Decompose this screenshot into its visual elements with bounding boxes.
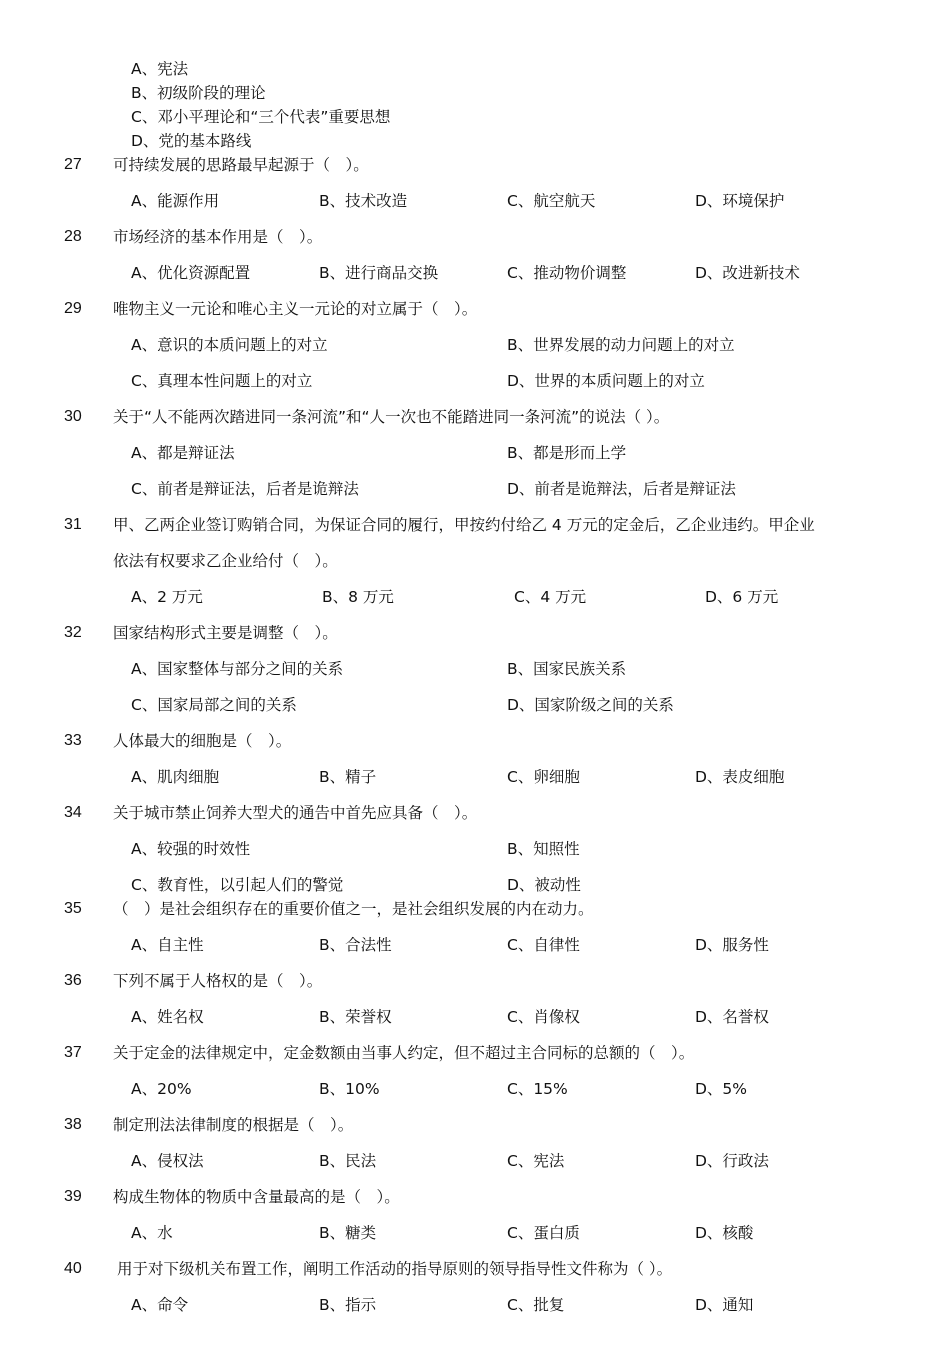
option: C、批复 [507, 1296, 565, 1314]
option: B、初级阶段的理论 [131, 84, 266, 102]
question-stem: 甲、乙两企业签订购销合同，为保证合同的履行，甲按约付给乙 4 万元的定金后，乙企业违约。甲企业 [113, 516, 815, 534]
option: A、能源作用 [131, 192, 220, 210]
option: A、命令 [131, 1296, 189, 1314]
option: C、推动物价调整 [507, 264, 627, 282]
option: B、进行商品交换 [319, 264, 439, 282]
question-stem: 制定刑法法律制度的根据是（ ）。 [113, 1116, 354, 1134]
option: D、行政法 [695, 1152, 769, 1170]
option: C、教育性，以引起人们的警觉 [131, 876, 344, 894]
option: B、合法性 [319, 936, 392, 954]
question-stem: 关于“人不能两次踏进同一条河流”和“人一次也不能踏进同一条河流”的说法（ ）。 [113, 408, 670, 426]
option: D、被动性 [507, 876, 581, 894]
option: D、前者是诡辩法，后者是辩证法 [507, 480, 736, 498]
option: B、8 万元 [322, 588, 394, 606]
question-stem: 可持续发展的思路最早起源于（ ）。 [113, 156, 369, 174]
question-number: 29 [64, 300, 82, 317]
option: D、党的基本路线 [131, 132, 252, 150]
question-stem: 国家结构形式主要是调整（ ）。 [113, 624, 338, 642]
option: C、国家局部之间的关系 [131, 696, 297, 714]
option: A、都是辩证法 [131, 444, 235, 462]
option: C、自律性 [507, 936, 580, 954]
option: B、民法 [319, 1152, 377, 1170]
option: D、环境保护 [695, 192, 785, 210]
question-number: 30 [64, 408, 82, 425]
option: D、5% [695, 1080, 748, 1098]
option: A、姓名权 [131, 1008, 204, 1026]
option: B、知照性 [507, 840, 580, 858]
option: C、蛋白质 [507, 1224, 580, 1242]
option: B、指示 [319, 1296, 377, 1314]
question-number: 35 [64, 900, 82, 917]
option: D、核酸 [695, 1224, 754, 1242]
option: A、20% [131, 1080, 192, 1098]
question-stem-continued: 依法有权要求乙企业给付（ ）。 [113, 552, 338, 570]
option: C、前者是辩证法，后者是诡辩法 [131, 480, 359, 498]
option: D、表皮细胞 [695, 768, 785, 786]
question-stem: 关于定金的法律规定中，定金数额由当事人约定，但不超过主合同标的总额的（ ）。 [113, 1044, 695, 1062]
question-stem: 人体最大的细胞是（ ）。 [113, 732, 292, 750]
option: A、2 万元 [131, 588, 203, 606]
option: D、名誉权 [695, 1008, 769, 1026]
option: C、卵细胞 [507, 768, 580, 786]
option: D、通知 [695, 1296, 754, 1314]
option: C、航空航天 [507, 192, 596, 210]
question-number: 39 [64, 1188, 82, 1205]
question-number: 34 [64, 804, 82, 821]
question-stem: 关于城市禁止饲养大型犬的通告中首先应具备（ ）。 [113, 804, 478, 822]
question-number: 38 [64, 1116, 82, 1133]
option: D、服务性 [695, 936, 769, 954]
option: B、精子 [319, 768, 377, 786]
question-stem: 构成生物体的物质中含量最高的是（ ）。 [113, 1188, 400, 1206]
question-stem: 下列不属于人格权的是（ ）。 [113, 972, 323, 990]
option: A、肌肉细胞 [131, 768, 220, 786]
question-number: 27 [64, 156, 82, 173]
option: D、世界的本质问题上的对立 [507, 372, 705, 390]
question-stem: 唯物主义一元论和唯心主义一元论的对立属于（ ）。 [113, 300, 478, 318]
option: C、4 万元 [514, 588, 587, 606]
option: A、国家整体与部分之间的关系 [131, 660, 344, 678]
option: B、10% [319, 1080, 380, 1098]
option: B、技术改造 [319, 192, 408, 210]
option: B、国家民族关系 [507, 660, 627, 678]
option: A、自主性 [131, 936, 204, 954]
option: C、肖像权 [507, 1008, 580, 1026]
option: D、国家阶级之间的关系 [507, 696, 674, 714]
option: C、邓小平理论和“三个代表”重要思想 [131, 108, 391, 126]
option: B、世界发展的动力问题上的对立 [507, 336, 735, 354]
question-stem: 市场经济的基本作用是（ ）。 [113, 228, 323, 246]
question-stem: 用于对下级机关布置工作，阐明工作活动的指导原则的领导指导性文件称为（ ）。 [117, 1260, 673, 1278]
option: A、水 [131, 1224, 173, 1242]
question-number: 37 [64, 1044, 82, 1061]
option: B、糖类 [319, 1224, 377, 1242]
option: B、都是形而上学 [507, 444, 627, 462]
option: A、意识的本质问题上的对立 [131, 336, 328, 354]
option: D、6 万元 [705, 588, 779, 606]
option: C、15% [507, 1080, 568, 1098]
option: C、宪法 [507, 1152, 565, 1170]
question-number: 36 [64, 972, 82, 989]
option: B、荣誉权 [319, 1008, 392, 1026]
option: A、较强的时效性 [131, 840, 251, 858]
question-number: 28 [64, 228, 82, 245]
option: C、真理本性问题上的对立 [131, 372, 313, 390]
question-stem: （ ）是社会组织存在的重要价值之一，是社会组织发展的内在动力。 [113, 900, 594, 918]
option: A、优化资源配置 [131, 264, 251, 282]
option: A、宪法 [131, 60, 189, 78]
question-number: 33 [64, 732, 82, 749]
option: A、侵权法 [131, 1152, 204, 1170]
question-number: 40 [64, 1260, 82, 1277]
option: D、改进新技术 [695, 264, 800, 282]
question-number: 31 [64, 516, 82, 533]
question-number: 32 [64, 624, 82, 641]
